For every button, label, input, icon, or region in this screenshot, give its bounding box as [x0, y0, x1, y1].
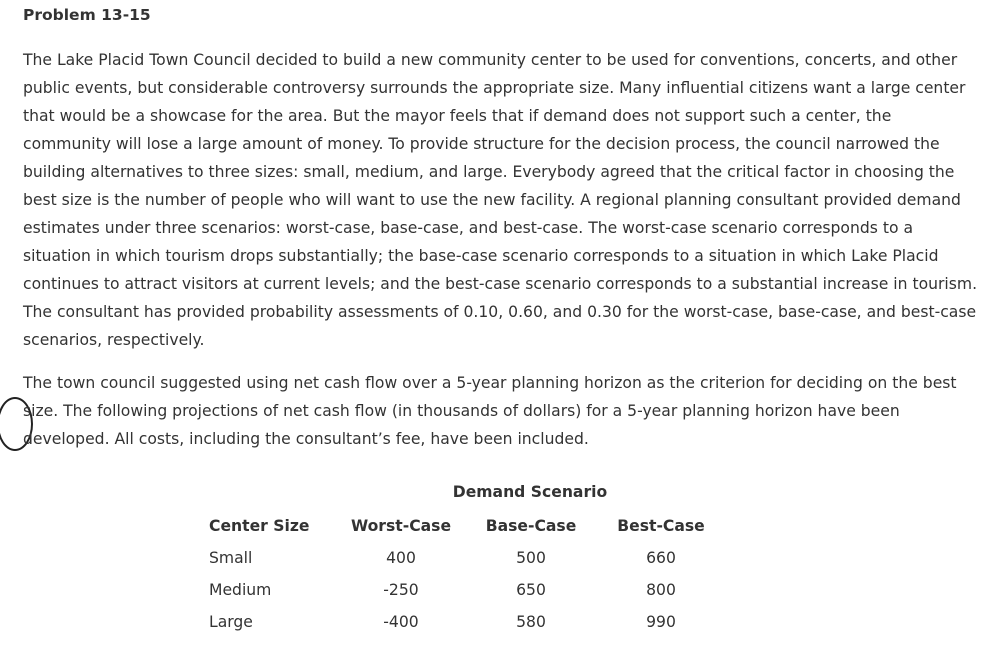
- table-cell: 400: [386, 549, 416, 567]
- table-group-header: Demand Scenario: [452, 483, 608, 501]
- header-center-size: Center Size: [209, 517, 310, 535]
- table-cell: -400: [383, 613, 419, 631]
- table-row: [209, 606, 714, 638]
- table-cell: 990: [646, 613, 676, 631]
- table-row: [209, 574, 714, 606]
- table-row: [209, 542, 714, 574]
- table-header-row: [209, 510, 714, 542]
- table-cell: 660: [646, 549, 676, 567]
- row-label: Small: [209, 549, 253, 567]
- header-worst-case: Worst-Case: [350, 517, 452, 535]
- problem-paragraph-2: The town council suggested using net cash flow over a 5-year planning horizon as the criterion for deciding on the best size. The following projections of net cash flow (in thousands of dollars) for a 5-year planning horizon have been developed. All costs, including the consultant’s fee, have been included.: [23, 374, 957, 448]
- table-cell: 650: [516, 581, 546, 599]
- cash-flow-table: [209, 510, 714, 638]
- table-cell: 500: [516, 549, 546, 567]
- header-best-case: Best-Case: [617, 517, 705, 535]
- problem-title: Problem 13-15: [23, 6, 151, 24]
- row-label: Large: [209, 613, 253, 631]
- row-label: Medium: [209, 581, 272, 599]
- table-cell: 800: [646, 581, 676, 599]
- table-cell: 580: [516, 613, 546, 631]
- problem-paragraph-1: The Lake Placid Town Council decided to build a new community center to be used for conventions, concerts, and other public events, but considerable controversy surrounds the appropriate size. Many influential citizens want a large center that would be a showcase for the area. But the mayor feels that if demand does not support such a center, the community will lose a large amount of money. To provide structure for the decision process, the council narrowed the building alternatives to three sizes: small, medium, and large. Everybody agreed that the critical factor in choosing the best size is the number of people who will want to use the new facility. A regional planning consultant provided demand estimates under three scenarios: worst-case, base-case, and best-case. The worst-case scenario corresponds to a situation in which tourism drops substantially; the base-case scenario corresponds to a situation in which Lake Placid continues to attract visitors at current levels; and the best-case scenario corresponds to a substantial increase in tourism. The consultant has provided probability assessments of 0.10, 0.60, and 0.30 for the worst-case, base-case, and best-case scenarios, respectively.: [23, 51, 978, 349]
- table-cell: -250: [383, 581, 419, 599]
- header-base-case: Base-Case: [485, 517, 577, 535]
- cash-flow-table-container: [209, 478, 729, 638]
